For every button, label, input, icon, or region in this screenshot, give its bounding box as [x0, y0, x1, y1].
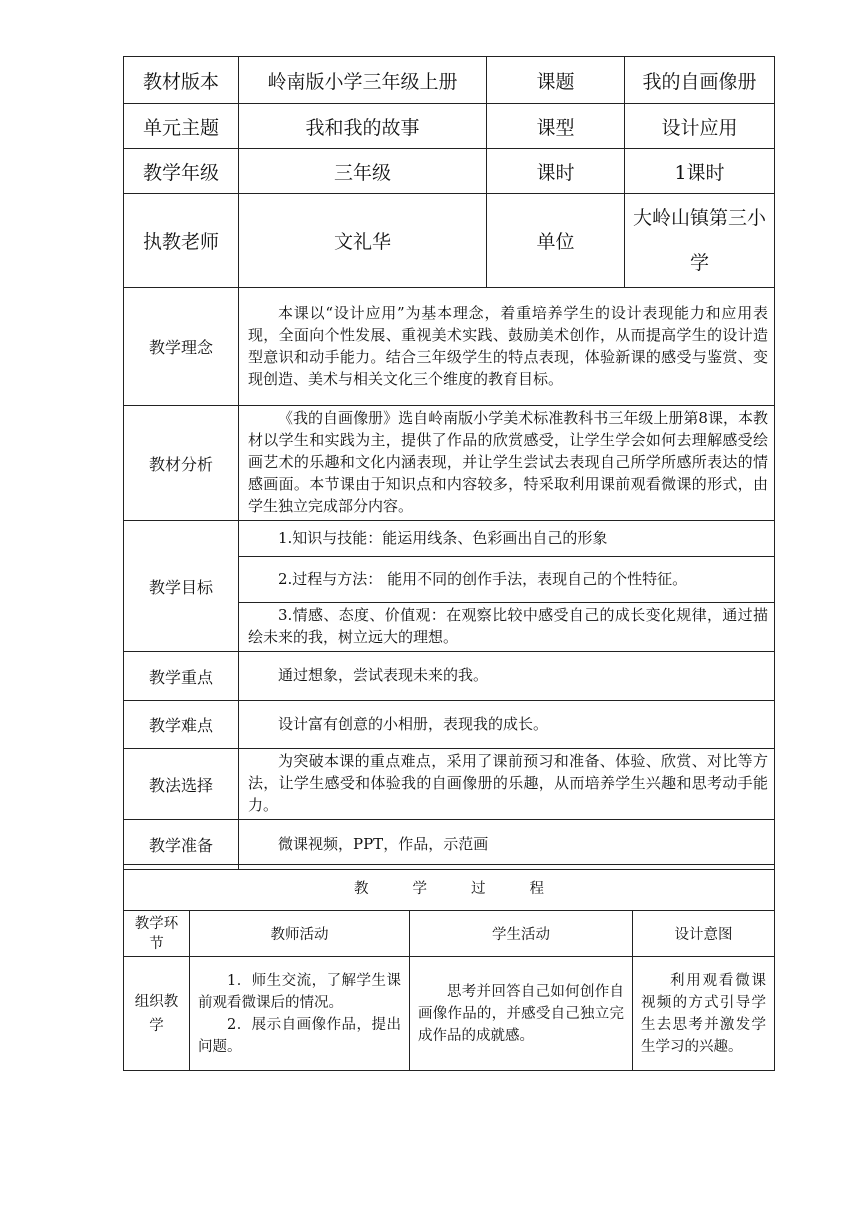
design-intent: 利用观看微课视频的方式引导学生去思考并激发学生学习的兴趣。	[641, 972, 766, 1055]
difficulty-label: 教学难点	[124, 701, 239, 749]
col-stage-header: 教学环节	[124, 911, 190, 957]
analysis-text: 《我的自画像册》选自岭南版小学美术标准教科书三年级上册第8课，本教材以学生和实践为主，提供了作品的欣赏感受，让学生学会如何去理解感受绘画艺术的乐趣和文化内涵表现，并让学生尝试去表现自己所学所感所表达的情感画面。本节课由于知识点和内容较多，特采取利用课前观看微课的形式，由学生独立完成部分内容。	[248, 409, 768, 515]
org-value: 大岭山镇第三小学	[625, 194, 775, 288]
hours-value: 1课时	[625, 149, 775, 194]
goal-3: 3.情感、态度、价值观：在观察比较中感受自己的成长变化规律，通过描绘未来的我，树立远大的理想。	[248, 606, 768, 646]
edition-label: 教材版本	[124, 57, 239, 104]
idea-label: 教学理念	[124, 288, 239, 406]
goal-2: 2.过程与方法： 能用不同的创作手法，表现自己的个性特征。	[278, 569, 688, 588]
org-label: 单位	[487, 194, 625, 288]
teacher-value: 文礼华	[239, 194, 487, 288]
lesson-details-table	[123, 287, 775, 870]
method-label: 教法选择	[124, 749, 239, 820]
type-label: 课型	[487, 104, 625, 149]
teaching-process-table	[123, 864, 775, 1071]
key-label: 教学重点	[124, 652, 239, 701]
hours-label: 课时	[487, 149, 625, 194]
topic-label: 课题	[487, 57, 625, 104]
idea-text: 本课以“设计应用”为基本理念，着重培养学生的设计表现能力和应用表现，全面向个性发展、重视美术实践、鼓励美术创作，从而提高学生的设计造型意识和动手能力。结合三年级学生的特点表现，体验新课的感受与鉴赏、变现创造、美术与相关文化三个维度的教育目标。	[248, 303, 768, 388]
col-student-header: 学生活动	[410, 911, 633, 957]
unit-label: 单元主题	[124, 104, 239, 149]
topic-value: 我的自画像册	[625, 57, 775, 104]
difficulty-text: 设计富有创意的小相册，表现我的成长。	[278, 714, 549, 733]
row-stage: 组织教学	[124, 957, 190, 1071]
method-text: 为突破本课的重点难点，采用了课前预习和准备、体验、欣赏、对比等方法，让学生感受和体验我的自画像册的乐趣，从而培养学生兴趣和思考动手能力。	[248, 752, 768, 814]
prep-label: 教学准备	[124, 820, 239, 870]
grade-value: 三年级	[239, 149, 487, 194]
col-intent-header: 设计意图	[633, 911, 775, 957]
lesson-info-table	[123, 56, 775, 288]
goal-1: 1.知识与技能：能运用线条、色彩画出自己的形象	[278, 528, 608, 547]
process-title: 教学过程	[124, 865, 775, 911]
col-teacher-header: 教师活动	[190, 911, 410, 957]
teacher-label: 执教老师	[124, 194, 239, 288]
edition-value: 岭南版小学三年级上册	[239, 57, 487, 104]
teacher-activity-1: 1．师生交流，了解学生课前观看微课后的情况。	[198, 972, 401, 1011]
unit-value: 我和我的故事	[239, 104, 487, 149]
analysis-label: 教材分析	[124, 406, 239, 521]
grade-label: 教学年级	[124, 149, 239, 194]
student-activity: 思考并回答自己如何创作自画像作品的，并感受自己独立完成作品的成就感。	[418, 983, 624, 1044]
goals-label: 教学目标	[124, 521, 239, 652]
teacher-activity-2: 2．展示自画像作品，提出问题。	[198, 1016, 401, 1055]
key-text: 通过想象，尝试表现未来的我。	[278, 666, 489, 684]
type-value: 设计应用	[625, 104, 775, 149]
prep-text: 微课视频，PPT，作品，示范画	[278, 834, 489, 853]
